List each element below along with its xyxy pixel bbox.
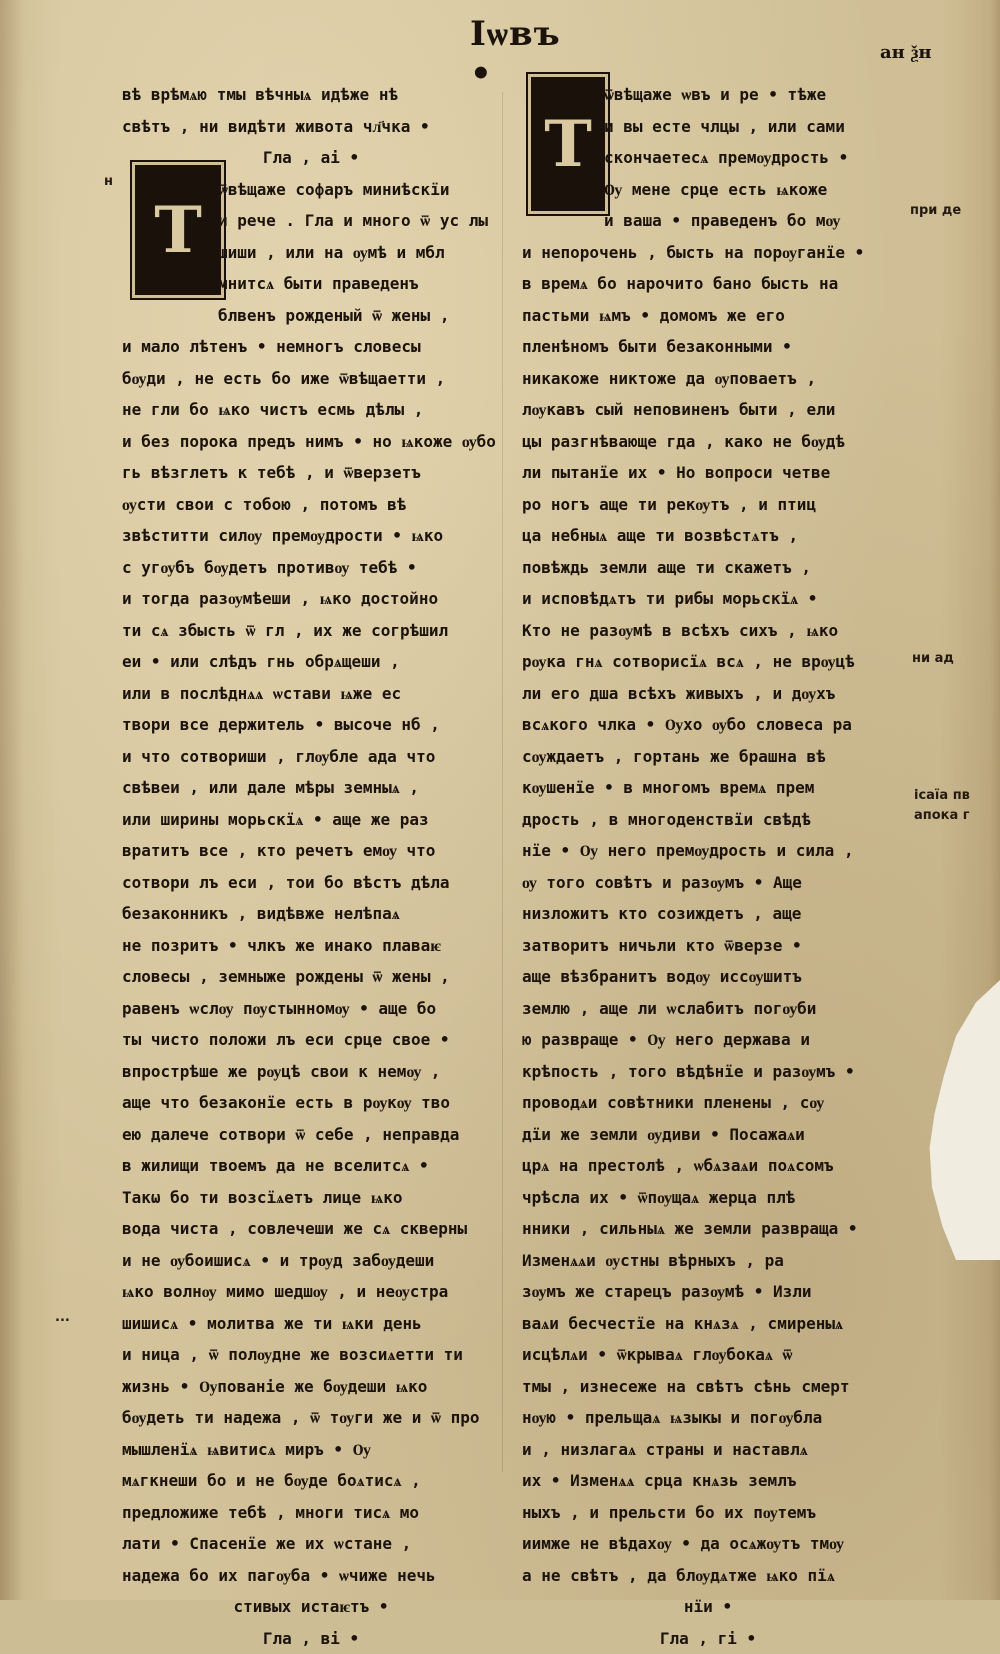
right-line: и исповѣдѧтъ ти рибы морьскїѧ • — [522, 583, 894, 615]
margin-note-right-3b: апока г — [914, 808, 970, 823]
right-line: пленѣномъ быти безаконными • — [522, 331, 894, 363]
column-divider — [502, 92, 503, 1472]
chapter-heading-12: Гла , ві • — [122, 1623, 500, 1654]
right-line: чрѣсла их • ѿпѹщаѧ жерца плѣ — [522, 1182, 894, 1214]
right-line: низложитъ кто созиждетъ , аще — [522, 898, 894, 930]
left-line: и мало лѣтенъ • немногъ словесы — [122, 331, 500, 363]
left-line: не гли бо ѩко чистъ есмь дѣлы , — [122, 394, 500, 426]
left-line: твори все держитель • высоче нб , — [122, 709, 500, 741]
left-line: ѩко волнѹ мимо шедшѹ , и неѹстра — [122, 1276, 500, 1308]
running-title: Іѡвъ • — [470, 14, 590, 94]
right-line: иимже не вѣдахѹ • да осѧжѹтъ тмѹ — [522, 1528, 894, 1560]
left-line: Такω бо ти возсїѧетъ лице ѩко — [122, 1182, 500, 1214]
right-line: црѧ на престолѣ , ѡбѧзаѧи поѧсомъ — [522, 1150, 894, 1182]
right-line: сѹждаетъ , гортань же брашна вѣ — [522, 741, 894, 773]
left-line: свѣвеи , или дале мѣры земныѧ , — [122, 772, 500, 804]
left-line: словесы , земныже рождены ѿ жены , — [122, 961, 500, 993]
margin-note-right-1: при де — [910, 203, 961, 218]
left-top-line-2: свѣтъ , ни видѣти живота чл҃чка • — [122, 111, 500, 143]
left-line: и что сотвориши , глѹбле ада что — [122, 741, 500, 773]
right-line: их • Изменѧѧ срца кнѧзь землъ — [522, 1465, 894, 1497]
initial-letter-left: Т — [132, 162, 224, 298]
right-column — [604, 79, 894, 237]
right-line: ца небныѧ аще ти возвѣстѧтъ , — [522, 520, 894, 552]
right-line: рѹка гнѧ сотворисїѧ всѧ , не врѹцѣ — [522, 646, 894, 678]
right-cap-line-2: и вы есте члцы , или сами — [604, 111, 894, 143]
right-line: зѹмъ же старецъ разѹмѣ • Изли — [522, 1276, 894, 1308]
left-cap-line-1: ѿвѣщаже софаръ миниѣскїи — [122, 174, 500, 206]
right-line: нїе • Ѹ него премѹдрость и сила , — [522, 835, 894, 867]
right-cap-line-1: ѿвѣщаже ѡвъ и ре • тѣже — [604, 79, 894, 111]
left-line: впрострѣше же рѹцѣ свои к немѹ , — [122, 1056, 500, 1088]
left-cap-line-3: шиши , или на ѹмѣ и мбл — [122, 237, 500, 269]
right-line: ро ногъ аще ти рекѹтъ , и птиц — [522, 489, 894, 521]
right-line: аще вѣзбранитъ водѹ иссѹшитъ — [522, 961, 894, 993]
left-line: и тогда разѹмѣеши , ѩко достойно — [122, 583, 500, 615]
left-last-line: стивых истаѥтъ • — [122, 1591, 500, 1623]
left-line: или ширины морьскїѧ • аще же раз — [122, 804, 500, 836]
left-line: в жилищи твоемъ да не вселитсѧ • — [122, 1150, 500, 1182]
right-line: кѹшенїе • в многомъ времѧ прем — [522, 772, 894, 804]
margin-note-left-bottom: ... — [55, 1310, 70, 1325]
right-line: нѹю • прельщаѧ ѩзыкы и погѹбла — [522, 1402, 894, 1434]
left-line: надежа бо их пагѹба • ѡчиже нечь — [122, 1560, 500, 1592]
right-line: в времѧ бо нарочито бано бысть на — [522, 268, 894, 300]
right-line: повѣждь земли аще ти скажетъ , — [522, 552, 894, 584]
right-line: дрость , в многоденствїи свѣдѣ — [522, 804, 894, 836]
right-cap-line-5: и ваша • праведенъ бо мѹ — [604, 205, 894, 237]
right-line: крѣпость , того вѣдѣнїе и разѹмъ • — [522, 1056, 894, 1088]
right-line: ваѧи бесчестїе на кнѧзѧ , смиреныѧ — [522, 1308, 894, 1340]
left-line: жизнь • Ѹпованіе же бѹдеши ѩко — [122, 1371, 500, 1403]
right-line: затворитъ ничьли кто ѿверзе • — [522, 930, 894, 962]
left-cap-line-4: мнитсѧ быти праведенъ — [122, 268, 500, 300]
initial-letter-right: Т — [528, 74, 608, 214]
right-line: цы разгнѣвающе гда , како не бѹдѣ — [522, 426, 894, 458]
right-line: всѧкого члка • Ѹхо ѹбо словеса ра — [522, 709, 894, 741]
left-line: мышленїѧ ѩвитисѧ миръ • Ѹ — [122, 1434, 500, 1466]
right-line: лѹкавъ сый неповиненъ быти , ели — [522, 394, 894, 426]
right-line: никакоже никтоже да ѹповаетъ , — [522, 363, 894, 395]
right-line: тмы , изнесеже на свѣтъ сѣнь смерт — [522, 1371, 894, 1403]
left-cap-line-2: и рече . Гла и много ѿ ус лы — [122, 205, 500, 237]
margin-note-right-2: ни ад — [912, 651, 954, 666]
left-line: и ница , ѿ полѹдне же возсиѧетти ти — [122, 1339, 500, 1371]
left-line: ти сѧ збысть ѿ гл , их же согрѣшил — [122, 615, 500, 647]
right-line: и , низлагаѧ страны и наставлѧ — [522, 1434, 894, 1466]
right-line: ю развраще • Ѹ него держава и — [522, 1024, 894, 1056]
left-line: мѧгкнеши бо и не бѹде боѧтисѧ , — [122, 1465, 500, 1497]
left-line: с угѹбъ бѹдетъ противѹ тебѣ • — [122, 552, 500, 584]
left-line: звѣститти силѹ премѹдрости • ѩко — [122, 520, 500, 552]
left-line: безаконникъ , видѣвже нелѣпаѧ — [122, 898, 500, 930]
left-column — [122, 79, 500, 1654]
initial-capital-right — [526, 72, 610, 216]
right-line: и непорочень , бысть на порѹганїе • — [522, 237, 894, 269]
left-line: ѹсти свои с тобою , потомъ вѣ — [122, 489, 500, 521]
left-line: лати • Спасенїе же их ѡстане , — [122, 1528, 500, 1560]
right-line: дїи же земли ѹдиви • Посажаѧи — [522, 1119, 894, 1151]
right-cap-line-4: Ѹ мене срце есть ѩкоже — [604, 174, 894, 206]
right-line: исцѣлѧи • ѿкрываѧ глѹбокаѧ ѿ — [522, 1339, 894, 1371]
right-cap-line-3: скончаетесѧ премѹдрость • — [604, 142, 894, 174]
right-last-line: нїи • — [522, 1591, 894, 1623]
left-line: ею далече сотвори ѿ себе , неправда — [122, 1119, 500, 1151]
left-line: и не ѹбоишисѧ • и трѹд забѹдеши — [122, 1245, 500, 1277]
left-line: еи • или слѣдъ гнь обрѧщеши , — [122, 646, 500, 678]
left-cap-line-5: блвенъ рожденый ѿ жены , — [122, 300, 500, 332]
right-line: Изменѧѧи ѹстны вѣрныхъ , ра — [522, 1245, 894, 1277]
right-line: ли пытанїе их • Но вопроси четве — [522, 457, 894, 489]
right-line: ѹ того совѣтъ и разѹмъ • Аще — [522, 867, 894, 899]
left-line: равенъ ѡслѹ пѹстынномѹ • аще бо — [122, 993, 500, 1025]
right-line: проводѧи совѣтники пленены , сѹ — [522, 1087, 894, 1119]
chapter-heading-11: Гла , аі • — [122, 142, 500, 174]
right-column-body — [522, 237, 894, 1654]
left-top-line-1: вѣ врѣмѧю тмы вѣчныѧ идѣже нѣ — [122, 79, 500, 111]
left-line: бѹди , не есть бо иже ѿвѣщаетти , — [122, 363, 500, 395]
right-line: ныхъ , и прельсти бо их пѹтемъ — [522, 1497, 894, 1529]
torn-corner — [920, 980, 1000, 1260]
left-line: аще что безаконїе есть в рѹкѹ тво — [122, 1087, 500, 1119]
margin-note-left-top: н — [104, 174, 113, 189]
folio-number: ан ѯн — [880, 42, 932, 63]
chapter-heading-13: Гла , гі • — [522, 1623, 894, 1654]
margin-note-right-3a: ісаїа пв — [914, 788, 970, 803]
right-line: Кто не разѹмѣ в всѣхъ сихъ , ѩко — [522, 615, 894, 647]
left-line: шишисѧ • молитва же ти ѩки день — [122, 1308, 500, 1340]
left-line: вода чиста , совлечеши же сѧ скверны — [122, 1213, 500, 1245]
left-line: или в послѣднѧѧ ѡстави ѩже ес — [122, 678, 500, 710]
left-line: бѹдеть ти надежа , ѿ тѹги же и ѿ про — [122, 1402, 500, 1434]
left-line: вратитъ все , кто речетъ емѹ что — [122, 835, 500, 867]
left-line: ты чисто положи лъ еси срце свое • — [122, 1024, 500, 1056]
right-line: нники , сильныѧ же земли развраща • — [522, 1213, 894, 1245]
left-line: гь вѣзглетъ к тебѣ , и ѿверзетъ — [122, 457, 500, 489]
left-line: предложиже тебѣ , многи тисѧ мо — [122, 1497, 500, 1529]
right-line: землю , аще ли ѡслабитъ погѹби — [522, 993, 894, 1025]
right-line: а не свѣтъ , да блѹдѧтже ѩко пїѧ — [522, 1560, 894, 1592]
right-line: пастьми ѩмъ • домомъ же его — [522, 300, 894, 332]
left-line: не позритъ • члкъ же инако плаваѥ — [122, 930, 500, 962]
right-line: ли его дша всѣхъ живыхъ , и дѹхъ — [522, 678, 894, 710]
left-line: сотвори лъ еси , тои бо вѣстъ дѣла — [122, 867, 500, 899]
left-line: и без порока предъ нимъ • но ѩкоже ѹбо — [122, 426, 500, 458]
